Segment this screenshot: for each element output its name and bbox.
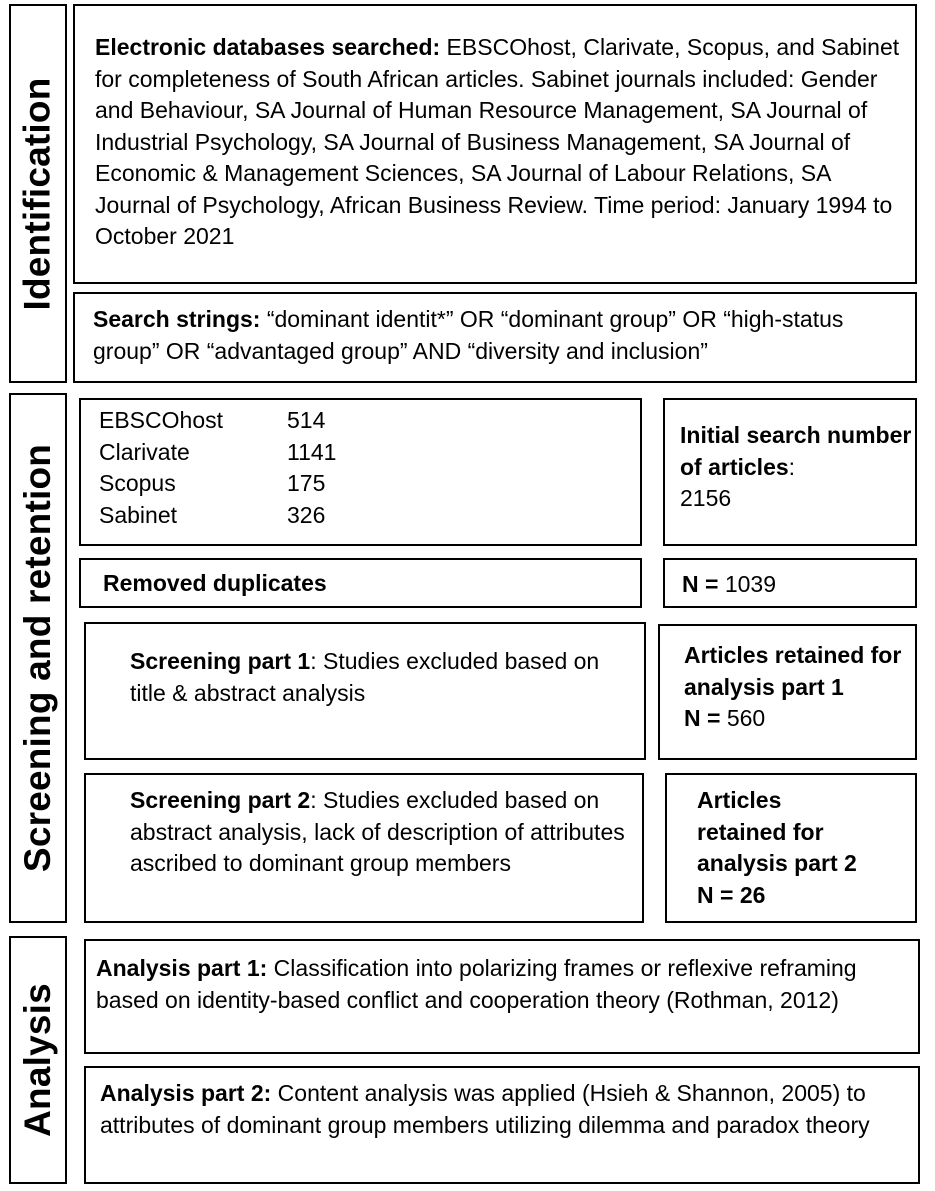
database-name: Sabinet [99, 501, 178, 528]
retained-part2-text [697, 785, 917, 911]
initial-search-value: 2156 [680, 485, 732, 511]
retained-part1-n-label: N = [684, 705, 727, 731]
removed-duplicates-label: Removed duplicates [103, 570, 327, 596]
screening-part2-text [130, 785, 640, 880]
search-body: “dominant identit*” OR “dominant group” OR “high-status group” OR “advantaged group” AND “diversity and inclusion” [93, 306, 844, 364]
database-count: 175 [287, 470, 326, 496]
search-strings-text [93, 304, 903, 367]
duplicates-n-label: N = [682, 571, 725, 597]
initial-search-colon: : [788, 453, 796, 480]
identification-label: Identification [17, 76, 58, 311]
initial-search-box [663, 398, 917, 546]
screening-part1-body: : Studies excluded based on title & abstract analysis [130, 648, 600, 706]
identification-label-box [9, 4, 67, 383]
analysis-part1-heading: Analysis part 1: [96, 955, 268, 981]
screening-part1-box [84, 622, 646, 760]
duplicates-n-value: 1039 [724, 571, 776, 597]
analysis-label: Analysis [17, 983, 59, 1137]
screening-part2-heading: Screening part 2 [130, 787, 311, 813]
databases-text [95, 32, 901, 253]
retained-part1-n-value: 560 [726, 705, 766, 731]
retained-part1-text [684, 640, 919, 735]
analysis-part2-text [100, 1078, 915, 1141]
database-name: Scopus [99, 470, 176, 496]
retained-part1-box [658, 624, 917, 760]
database-row [99, 405, 336, 437]
databases-box [73, 4, 917, 284]
initial-search-text [680, 420, 915, 515]
database-row [99, 500, 336, 532]
databases-body: EBSCOhost, Clarivate, Scopus, and Sabinet for completeness of South African articles. Sabinet journals included: Gender and Behaviour, SA Journal of Human Resource Management, SA Journal of Industrial Psychology, SA Journal of Business Management, SA Journal of Economic & Management Sciences, SA Journal of Labour Relations, SA Journal of Psychology, African Business Review. Time period: January 1994 to October 2021 [95, 34, 900, 249]
screening-part2-body: : Studies excluded based on abstract analysis, lack of description of attributes ascribed to dominant group members [130, 787, 625, 876]
screening-part2-box [84, 773, 644, 923]
database-name: EBSCOhost [99, 407, 223, 433]
database-row [99, 468, 336, 500]
duplicates-count [682, 569, 776, 601]
initial-search-heading: Initial search number of articles [680, 422, 912, 480]
search-heading: Search strings: [93, 306, 261, 332]
duplicates-count-box [663, 558, 917, 608]
database-counts-box [79, 398, 642, 546]
screening-part1-text [130, 646, 635, 709]
retained-part2-line2: retained for [697, 818, 824, 845]
analysis-part2-body: Content analysis was applied (Hsieh & Shannon, 2005) to attributes of dominant group members utilizing dilemma and paradox theory [100, 1080, 870, 1138]
removed-duplicates-box [79, 558, 642, 608]
analysis-part1-box [84, 939, 920, 1054]
analysis-part1-body: Classification into polarizing frames or reflexive reframing based on identity-based conflict and cooperation theory (Rothman, 2012) [96, 955, 857, 1013]
screening-label: Screening and retention [17, 443, 58, 873]
retained-part2-line3: analysis part 2 [697, 850, 857, 876]
database-row [99, 437, 336, 469]
search-strings-box [73, 292, 917, 383]
database-counts-list [99, 405, 336, 531]
screening-label-box [9, 393, 67, 923]
analysis-part1-text [96, 953, 911, 1016]
database-name: Clarivate [99, 438, 190, 465]
screening-part1-heading: Screening part 1 [130, 648, 311, 674]
database-count: 326 [287, 501, 326, 528]
databases-heading: Electronic databases searched: [95, 34, 441, 60]
analysis-part2-box [84, 1066, 920, 1184]
analysis-label-box [9, 936, 67, 1184]
retained-part2-line1: Articles [697, 787, 782, 813]
retained-part2-n: N = 26 [697, 881, 766, 908]
retained-part1-heading: Articles retained for analysis part 1 [684, 642, 902, 700]
database-count: 1141 [287, 438, 337, 465]
analysis-part2-heading: Analysis part 2: [100, 1080, 272, 1106]
database-count: 514 [287, 407, 326, 433]
retained-part2-box [665, 773, 917, 923]
